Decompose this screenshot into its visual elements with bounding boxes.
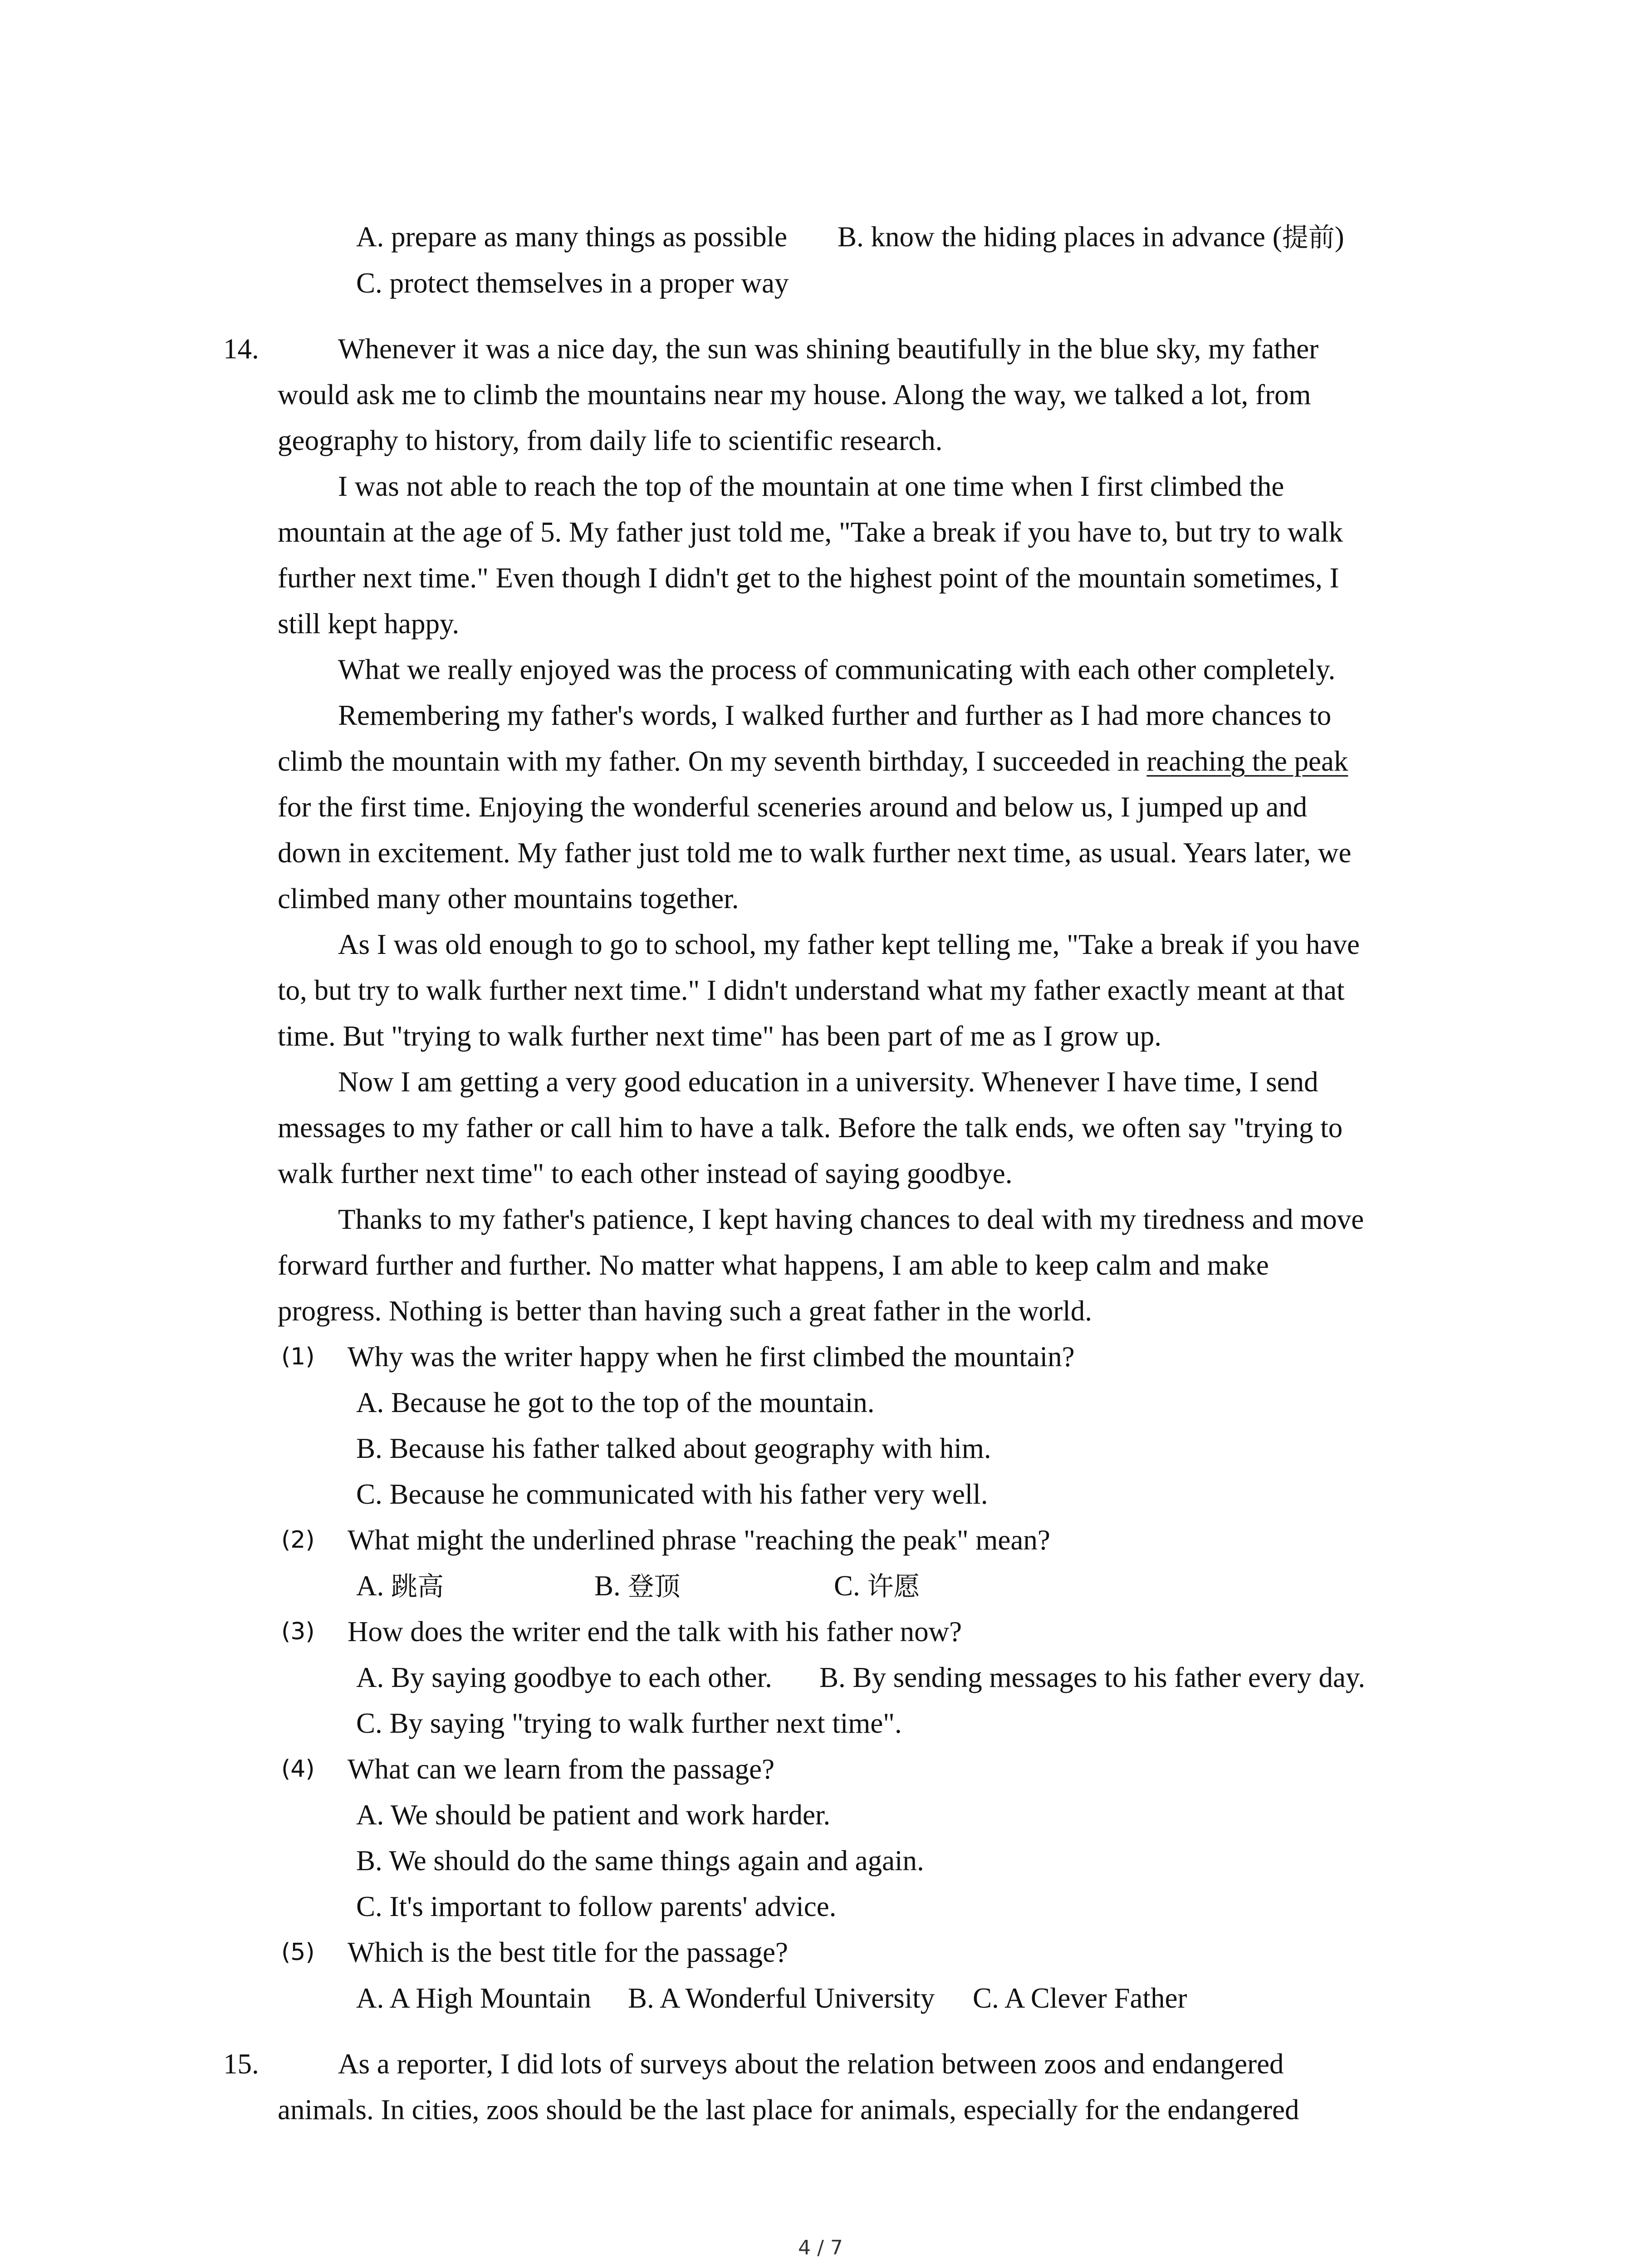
subq-5-option-b: B. A Wonderful University: [628, 1982, 935, 2014]
page-number: 4 / 7: [798, 2236, 843, 2259]
q14-line-11: for the first time. Enjoying the wonderful sceneries around and below us, I jumped up and: [278, 791, 1308, 823]
subq-3-text: How does the writer end the talk with his father now?: [348, 1616, 962, 1647]
subq-4-option-a: A. We should be patient and work harder.: [356, 1799, 831, 1831]
subq-2-option-b-letter: B.: [594, 1570, 628, 1602]
q13-option-b-text: B. know the hiding places in advance (: [838, 221, 1282, 253]
q15-number: 15.: [223, 2048, 259, 2080]
q14-line-4: I was not able to reach the top of the mountain at one time when I first climbed the: [338, 470, 1284, 502]
subq-4-text: What can we learn from the passage?: [348, 1753, 775, 1785]
q14-line-20: Thanks to my father's patience, I kept having chances to deal with my tiredness and move: [338, 1203, 1364, 1235]
underlined-phrase: reaching the peak: [1146, 745, 1348, 777]
subq-3-option-b: B. By sending messages to his father every day.: [819, 1662, 1366, 1693]
subq-2-option-c-letter: C.: [834, 1570, 867, 1602]
subq-1-option-a: A. Because he got to the top of the mountain.: [356, 1387, 875, 1418]
q14-line-2: would ask me to climb the mountains near my house. Along the way, we talked a lot, from: [278, 379, 1311, 411]
q14-line-1: Whenever it was a nice day, the sun was shining beautifully in the blue sky, my father: [338, 333, 1319, 365]
q14-number: 14.: [223, 333, 259, 365]
subq-2-option-a-cjk: 跳高: [391, 1571, 444, 1602]
subq-5-option-a: A. A High Mountain: [356, 1982, 592, 2014]
q13-option-a: A. prepare as many things as possible: [356, 221, 788, 253]
subq-4-number: (4): [281, 1755, 315, 1783]
subq-4-option-b: B. We should do the same things again and again.: [356, 1845, 924, 1877]
q14-line-19: walk further next time" to each other instead of saying goodbye.: [278, 1158, 1013, 1189]
subq-5-text: Which is the best title for the passage?: [348, 1936, 788, 1968]
subq-2-option-b: [594, 1568, 681, 1604]
subq-2-option-a-letter: A.: [356, 1570, 391, 1602]
q14-line-12: down in excitement. My father just told me to walk further next time, as usual. Years later, we: [278, 837, 1352, 869]
subq-1-option-b: B. Because his father talked about geography with him.: [356, 1432, 991, 1464]
q14-line-21: forward further and further. No matter what happens, I am able to keep calm and make: [278, 1249, 1269, 1281]
q13-option-b: [838, 219, 1344, 255]
q14-line-6: further next time." Even though I didn't get to the highest point of the mountain sometimes, I: [278, 562, 1339, 594]
subq-2-option-c: [834, 1568, 920, 1604]
q13-option-b-close: ): [1334, 221, 1344, 253]
q14-line-10: [278, 743, 1348, 779]
q14-line-5: mountain at the age of 5. My father just told me, "Take a break if you have to, but try to walk: [278, 516, 1343, 548]
subq-2-option-c-cjk: 许愿: [867, 1571, 920, 1602]
q14-line-18: messages to my father or call him to have a talk. Before the talk ends, we often say "trying to: [278, 1112, 1343, 1144]
subq-5-option-c: C. A Clever Father: [973, 1982, 1187, 2014]
q14-line-14: As I was old enough to go to school, my father kept telling me, "Take a break if you have: [338, 929, 1360, 960]
subq-2-option-a: [356, 1568, 444, 1604]
subq-3-option-a: A. By saying goodbye to each other.: [356, 1662, 772, 1693]
q14-line-22: progress. Nothing is better than having such a great father in the world.: [278, 1295, 1092, 1327]
subq-3-number: (3): [281, 1618, 315, 1645]
q15-line-1: As a reporter, I did lots of surveys about the relation between zoos and endangered: [338, 2048, 1284, 2080]
q13-option-b-cjk: 提前: [1282, 222, 1335, 253]
subq-4-option-c: C. It's important to follow parents' advice.: [356, 1891, 837, 1922]
subq-5-number: (5): [281, 1939, 315, 1966]
q14-line-16: time. But "trying to walk further next time" has been part of me as I grow up.: [278, 1020, 1161, 1052]
subq-1-text: Why was the writer happy when he first climbed the mountain?: [348, 1341, 1075, 1373]
subq-1-number: (1): [281, 1343, 315, 1370]
subq-1-option-c: C. Because he communicated with his father very well.: [356, 1478, 988, 1510]
q14-line-13: climbed many other mountains together.: [278, 883, 739, 914]
q14-line-17: Now I am getting a very good education in a university. Whenever I have time, I send: [338, 1066, 1318, 1098]
q14-line-3: geography to history, from daily life to scientific research.: [278, 425, 943, 456]
q14-line-7: still kept happy.: [278, 608, 460, 640]
q15-line-2: animals. In cities, zoos should be the last place for animals, especially for the endangered: [278, 2094, 1299, 2126]
q14-line-15: to, but try to walk further next time." I didn't understand what my father exactly meant at that: [278, 974, 1345, 1006]
subq-2-option-b-cjk: 登顶: [627, 1571, 681, 1602]
subq-2-number: (2): [281, 1526, 315, 1554]
q14-line-9: Remembering my father's words, I walked further and further as I had more chances to: [338, 699, 1332, 731]
subq-3-option-c: C. By saying "trying to walk further next time".: [356, 1707, 902, 1739]
subq-2-text: What might the underlined phrase "reaching the peak" mean?: [348, 1524, 1050, 1556]
q14-line-8: What we really enjoyed was the process of communicating with each other completely.: [338, 654, 1336, 685]
q13-option-c: C. protect themselves in a proper way: [356, 267, 789, 299]
q14-line-10-text: climb the mountain with my father. On my seventh birthday, I succeeded in: [278, 745, 1147, 777]
